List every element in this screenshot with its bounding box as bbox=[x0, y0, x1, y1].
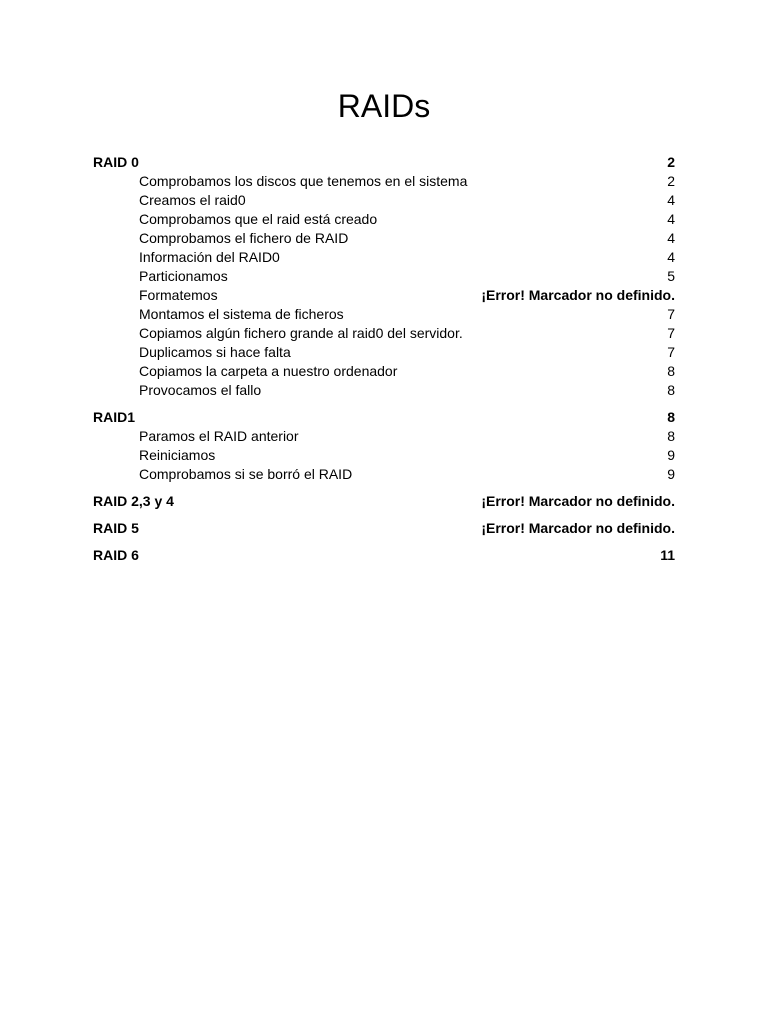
toc-entry-label: Comprobamos los discos que tenemos en el sistema bbox=[139, 173, 468, 189]
toc-entry[interactable] bbox=[93, 191, 675, 210]
toc-entry-label: Duplicamos si hace falta bbox=[139, 344, 291, 360]
toc-entry[interactable] bbox=[93, 153, 675, 172]
toc-entry-page: 11 bbox=[660, 547, 675, 563]
toc-entry-page: 2 bbox=[667, 154, 675, 170]
toc-entry[interactable] bbox=[93, 465, 675, 484]
toc-entry[interactable] bbox=[93, 248, 675, 267]
toc-entry[interactable] bbox=[93, 267, 675, 286]
toc-entry[interactable] bbox=[93, 172, 675, 191]
toc-entry[interactable] bbox=[93, 492, 675, 511]
toc-entry-page-error: ¡Error! Marcador no definido. bbox=[481, 493, 675, 509]
toc-entry[interactable] bbox=[93, 362, 675, 381]
toc-entry-label: Comprobamos el fichero de RAID bbox=[139, 230, 349, 246]
toc-entry-label: RAID 5 bbox=[93, 520, 139, 536]
toc-entry-label: Comprobamos que el raid está creado bbox=[139, 211, 378, 227]
toc-entry[interactable] bbox=[93, 324, 675, 343]
toc-entry-page-error: ¡Error! Marcador no definido. bbox=[481, 287, 675, 303]
toc-entry[interactable] bbox=[93, 446, 675, 465]
toc-entry-page: 8 bbox=[667, 409, 675, 425]
toc-entry[interactable] bbox=[93, 546, 675, 565]
toc-entry-page: 7 bbox=[667, 344, 675, 360]
toc-entry-page: 7 bbox=[667, 325, 675, 341]
toc-entry-label: Comprobamos si se borró el RAID bbox=[139, 466, 353, 482]
toc-entry-label: Creamos el raid0 bbox=[139, 192, 246, 208]
toc-entry[interactable] bbox=[93, 381, 675, 400]
toc-entry-label: Montamos el sistema de ficheros bbox=[139, 306, 344, 322]
toc-entry-label: Información del RAID0 bbox=[139, 249, 280, 265]
toc-entry-page-error: ¡Error! Marcador no definido. bbox=[481, 520, 675, 536]
toc-entry[interactable] bbox=[93, 210, 675, 229]
toc-entry-page: 8 bbox=[667, 428, 675, 444]
toc-entry-page: 2 bbox=[667, 173, 675, 189]
toc-entry-label: Particionamos bbox=[139, 268, 228, 284]
toc-entry-page: 4 bbox=[667, 211, 675, 227]
toc-entry-label: RAID 2,3 y 4 bbox=[93, 493, 174, 509]
toc-entry-label: RAID 6 bbox=[93, 547, 139, 563]
toc-entry-label: Reiniciamos bbox=[139, 447, 216, 463]
toc-entry[interactable] bbox=[93, 229, 675, 248]
toc-entry-page: 9 bbox=[667, 447, 675, 463]
toc-entry-page: 9 bbox=[667, 466, 675, 482]
toc-entry[interactable] bbox=[93, 427, 675, 446]
toc-entry-label: Formatemos bbox=[139, 287, 218, 303]
toc-entry-page: 4 bbox=[667, 192, 675, 208]
toc-entry-label: RAID 0 bbox=[93, 154, 139, 170]
toc-entry-page: 7 bbox=[667, 306, 675, 322]
table-of-contents bbox=[93, 153, 675, 565]
toc-entry[interactable] bbox=[93, 408, 675, 427]
toc-entry-page: 4 bbox=[667, 249, 675, 265]
toc-entry-label: Copiamos la carpeta a nuestro ordenador bbox=[139, 363, 398, 379]
toc-entry-label: Provocamos el fallo bbox=[139, 382, 262, 398]
toc-entry-page: 5 bbox=[667, 268, 675, 284]
toc-entry-label: RAID1 bbox=[93, 409, 136, 425]
page-title: RAIDs bbox=[337, 88, 431, 124]
toc-entry-label: Paramos el RAID anterior bbox=[139, 428, 299, 444]
toc-entry-label: Copiamos algún fichero grande al raid0 del servidor. bbox=[139, 325, 463, 341]
toc-entry[interactable] bbox=[93, 286, 675, 305]
toc-entry[interactable] bbox=[93, 343, 675, 362]
toc-entry-page: 4 bbox=[667, 230, 675, 246]
toc-entry[interactable] bbox=[93, 305, 675, 324]
toc-entry-page: 8 bbox=[667, 363, 675, 379]
toc-entry-page: 8 bbox=[667, 382, 675, 398]
toc-entry[interactable] bbox=[93, 519, 675, 538]
